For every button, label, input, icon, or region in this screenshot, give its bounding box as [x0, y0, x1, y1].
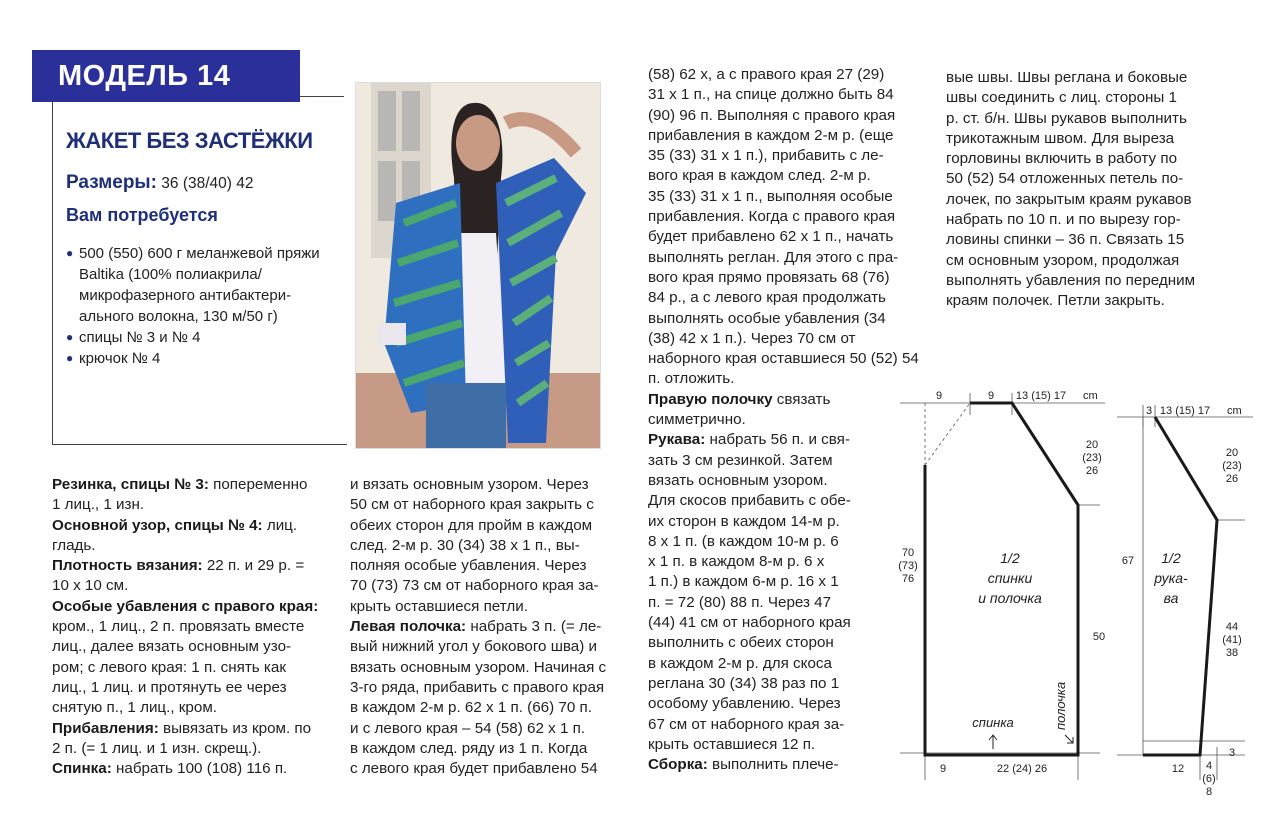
line-text: 1 лиц., 1 изн. [52, 496, 145, 514]
sleeve-right-upper-dim-2: (23) [1222, 460, 1242, 472]
text-line [648, 471, 919, 491]
text-line [52, 617, 318, 637]
line-text: набрать по 10 п. и по вырезу гор- [946, 211, 1181, 229]
body-center-label-1: 1/2 [1000, 550, 1020, 566]
text-line [350, 678, 606, 698]
line-text: см основным узором, продолжая [946, 251, 1180, 269]
text-line [648, 613, 919, 633]
text-column-1 [52, 475, 318, 779]
text-line [52, 556, 318, 576]
line-text: п. = 72 (80) 88 п. Через 47 [648, 593, 832, 611]
arrow-diag-icon [1065, 735, 1073, 743]
text-line [648, 227, 919, 247]
text-line [52, 536, 318, 556]
text-line [946, 271, 1195, 291]
text-line [350, 536, 606, 556]
line-text: набрать 56 п. и свя- [705, 431, 850, 449]
line-text: 8 х 1 п. (в каждом 10-м р. 6 [648, 532, 839, 550]
text-line [350, 759, 606, 779]
bold-lead: Основной узор, спицы № 4: [52, 516, 263, 534]
text-column-4 [946, 68, 1195, 312]
sleeve-bottom-left-dim: 12 [1171, 763, 1185, 775]
material-item: ● 500 (550) 600 г меланжевой пряжи Baltika (100% полиакрила/ микрофазерного антибактери- ального волокна, 130 м/50 г) [66, 245, 320, 325]
text-line [350, 516, 606, 536]
text-line [350, 658, 606, 678]
body-unit: cm [1083, 390, 1098, 402]
line-text: набрать 3 п. (= ле- [466, 618, 602, 636]
line-text: реглана 30 (34) 38 раз по 1 [648, 674, 840, 692]
line-text: х 1 п. в каждом 8-м р. 6 х [648, 553, 825, 571]
line-text: вый нижний угол у бокового шва) и [350, 638, 598, 656]
line-text: 1 п.) в каждом 6-м р. 16 х 1 [648, 573, 839, 591]
line-text: наборного края оставшиеся 50 (52) 54 [648, 350, 919, 368]
line-text: 50 (52) 54 отложенных петель по- [946, 170, 1184, 188]
material-item: ● крючок № 4 [66, 350, 161, 367]
sleeve-top-left-dim: 3 [1145, 405, 1153, 417]
text-line [648, 207, 919, 227]
line-text: в каждом 2-м р. для скоса [648, 654, 832, 672]
line-text: вые швы. Швы реглана и боковые [946, 69, 1188, 86]
text-line [350, 556, 606, 576]
body-right-upper-dim-3: 26 [1085, 465, 1099, 477]
text-line [648, 126, 919, 146]
body-right-upper-dim-1: 20 [1085, 439, 1099, 451]
text-line [946, 291, 1195, 311]
body-center-label-3: и полочка [978, 590, 1042, 606]
text-line [350, 698, 606, 718]
sleeve-bottom-right-dim-2: (6) [1202, 773, 1216, 785]
bold-lead: Правую полочку [648, 390, 773, 408]
line-text: снятую п., 1 лиц., кром. [52, 699, 217, 717]
line-text: выполнять реглан. Для этого с пра- [648, 248, 899, 266]
text-line [648, 65, 919, 85]
line-text: полняя особые убавления. Через [350, 557, 587, 575]
body-left-dim-2: (73) [898, 560, 918, 572]
line-text: швы соединить с лиц. стороны 1 [946, 89, 1178, 107]
line-text: п. отложить. [648, 370, 735, 388]
text-line [350, 617, 606, 637]
text-line [52, 739, 318, 759]
line-text: выполнять убавления по передним [946, 271, 1196, 289]
text-line [648, 532, 919, 552]
text-line [648, 106, 919, 126]
text-line [946, 149, 1195, 169]
sleeve-diagram [1117, 405, 1253, 798]
line-text: лиц., далее вязать основным узо- [52, 638, 292, 656]
line-text: трикотажным швом. Для выреза [946, 129, 1175, 147]
text-line [350, 475, 606, 495]
arrow-up-icon [989, 735, 997, 749]
text-line [52, 597, 318, 617]
text-line [52, 637, 318, 657]
line-text: будет прибавлено 62 х 1 п., начать [648, 228, 894, 246]
line-text: (90) 96 п. Выполняя с правого края [648, 106, 896, 124]
sizes-label: Размеры: [66, 172, 157, 193]
text-line [946, 230, 1195, 250]
text-line [946, 169, 1195, 189]
materials-heading: Вам потребуется [66, 205, 218, 225]
body-top-left-dim: 9 [935, 390, 943, 402]
text-line [52, 495, 318, 515]
text-line [648, 268, 919, 288]
line-text: их сторон в каждом 14-м р. [648, 512, 840, 530]
sleeve-center-label-2: рука- [1154, 570, 1188, 586]
text-line [946, 109, 1195, 129]
line-text: вязать основным узором. Начиная с [350, 658, 607, 676]
bold-lead: Сборка: [648, 756, 708, 774]
text-line [52, 719, 318, 739]
line-text: выполнить плече- [707, 756, 839, 774]
page-title: ЖАКЕТ БЕЗ ЗАСТЁЖКИ [66, 128, 313, 153]
line-text: крыть оставшиеся 12 п. [648, 735, 816, 753]
text-line [648, 593, 919, 613]
body-top-mid-dim: 9 [987, 390, 995, 402]
body-top-right-dim: 13 (15) 17 [1015, 390, 1067, 402]
text-line [52, 516, 318, 536]
line-text: 2 п. (= 1 лиц. и 1 изн. скрещ.). [52, 739, 262, 757]
line-text: 35 (33) 31 х 1 п.), прибавить с ле- [648, 147, 884, 165]
sleeve-right-mid-dim-2: (41) [1222, 634, 1242, 646]
text-line [648, 430, 919, 450]
bold-lead: Рукава: [648, 431, 706, 449]
sleeve-right-bottom-dim: 3 [1228, 747, 1236, 759]
sleeve-left-dim: 67 [1121, 555, 1135, 567]
line-text: 67 см от наборного края за- [648, 715, 845, 733]
line-text: 31 х 1 п., на спице должно быть 84 [648, 86, 894, 104]
text-line [648, 309, 919, 329]
line-text: крыть оставшиеся петли. [350, 597, 528, 615]
text-line [648, 512, 919, 532]
line-text: кром., 1 лиц., 2 п. провязать вместе [52, 618, 305, 636]
line-text: вывязать из кром. по [158, 719, 312, 737]
sleeve-center-label-3: ва [1163, 590, 1179, 606]
line-text: особому убавлению. Через [648, 695, 841, 713]
line-text: (58) 62 х, а с правого края 27 (29) [648, 66, 885, 83]
text-line [648, 694, 919, 714]
line-text: и с левого края – 54 (58) 62 х 1 п. [350, 719, 586, 737]
text-line [52, 658, 318, 678]
body-diagram [898, 390, 1105, 780]
text-column-2 [350, 475, 606, 779]
line-text: лиц., 1 лиц. и протянуть ее через [52, 678, 287, 696]
bold-lead: Спинка: [52, 760, 112, 778]
text-line [648, 451, 919, 471]
sleeve-right-upper-dim-1: 20 [1225, 447, 1239, 459]
text-line [350, 719, 606, 739]
text-line [648, 552, 919, 572]
line-text: с левого края будет прибавлено 54 [350, 760, 598, 778]
text-line [648, 572, 919, 592]
text-line [946, 251, 1195, 271]
text-line [648, 187, 919, 207]
material-item: ● спицы № 3 и № 4 [66, 329, 201, 346]
text-line [350, 637, 606, 657]
bold-lead: Прибавления: [52, 719, 159, 737]
model-banner: МОДЕЛЬ 14 [32, 50, 300, 102]
text-line [52, 678, 318, 698]
sizes [66, 172, 254, 194]
line-text: выполнить с обеих сторон [648, 634, 834, 652]
line-text: 84 р., а с левого края продолжать [648, 289, 886, 307]
text-line [648, 674, 919, 694]
bold-lead: Особые убавления с правого края: [52, 597, 319, 615]
sleeve-center-label-1: 1/2 [1161, 550, 1181, 566]
line-text: 35 (33) 31 х 1 п., выполняя особые [648, 187, 893, 205]
line-text: связать [772, 390, 831, 408]
sleeve-right-mid-dim-1: 44 [1225, 621, 1239, 633]
text-line [350, 597, 606, 617]
text-line [350, 739, 606, 759]
text-line [52, 759, 318, 779]
line-text: (44) 41 см от наборного края [648, 614, 851, 632]
sleeve-bottom-right-dim-1: 4 [1205, 760, 1213, 772]
line-text: горловины включить в работу по [946, 150, 1178, 168]
line-text: попеременно [208, 476, 308, 493]
text-line [946, 210, 1195, 230]
model-photo-illustration [356, 83, 600, 448]
body-left-dim-3: 76 [901, 573, 915, 585]
line-text: прибавления в каждом 2-м р. (еще [648, 126, 894, 144]
text-line [946, 68, 1195, 88]
line-text: набрать 100 (108) 116 п. [111, 760, 288, 778]
text-line [946, 190, 1195, 210]
line-text: ловины спинки – 36 п. Связать 15 [946, 231, 1185, 249]
body-right-upper-dim-2: (23) [1082, 452, 1102, 464]
body-bottom-mid-dim: 22 (24) 26 [996, 763, 1048, 775]
text-line [648, 85, 919, 105]
text-line [648, 248, 919, 268]
line-text: зать 3 см резинкой. Затем [648, 451, 833, 469]
header-rule [300, 96, 344, 97]
line-text: 70 (73) 73 см от наборного края за- [350, 577, 599, 595]
bold-lead: Левая полочка: [350, 618, 467, 636]
text-line [52, 475, 318, 495]
bullet-icon: ● [66, 351, 74, 365]
text-line [946, 88, 1195, 108]
line-text: 3-го ряда, прибавить с правого края [350, 678, 605, 696]
text-line [648, 146, 919, 166]
body-bottom-left-dim: 9 [939, 763, 947, 775]
line-text: гладь. [52, 536, 96, 554]
pattern-diagrams [895, 375, 1286, 805]
text-line [648, 390, 919, 410]
text-line [946, 129, 1195, 149]
text-line [648, 491, 919, 511]
model-photo [355, 82, 601, 449]
body-left-dim-1: 70 [901, 547, 915, 559]
text-line [648, 288, 919, 308]
line-text: и вязать основным узором. Через [350, 476, 589, 493]
bullet-icon: ● [66, 330, 74, 344]
text-line [350, 576, 606, 596]
sleeve-right-upper-dim-3: 26 [1225, 473, 1239, 485]
bullet-icon: ● [66, 246, 74, 260]
line-text: в каждом след. ряду из 1 п. Когда [350, 739, 588, 757]
line-text: выполнять особые убавления (34 [648, 309, 886, 327]
text-line [648, 715, 919, 735]
line-text: краям полочек. Петли закрыть. [946, 292, 1165, 310]
line-text: ром; с левого края: 1 п. снять как [52, 658, 287, 676]
sleeve-right-mid-dim-3: 38 [1225, 647, 1239, 659]
line-text: симметрично. [648, 411, 746, 429]
label-spinka: спинка [972, 715, 1014, 730]
text-line [648, 369, 919, 389]
line-text: 22 п. и 29 р. = [202, 557, 305, 575]
text-line [52, 576, 318, 596]
line-text: лиц. [262, 516, 298, 534]
sleeve-unit: cm [1227, 405, 1242, 417]
sizes-value: 36 (38/40) 42 [161, 175, 254, 192]
text-line [648, 654, 919, 674]
body-center-label-2: спинки [987, 570, 1033, 586]
materials-list [66, 243, 346, 369]
line-text: след. 2-м р. 30 (34) 38 х 1 п., вы- [350, 536, 580, 554]
text-line [648, 633, 919, 653]
line-text: 10 х 10 см. [52, 577, 129, 595]
text-line [648, 329, 919, 349]
bold-lead: Резинка, спицы № 3: [52, 476, 209, 493]
line-text: лочек, по закрытым краям рукавов [946, 190, 1192, 208]
line-text: в каждом 2-м р. 62 х 1 п. (66) 70 п. [350, 699, 592, 717]
line-text: обеих сторон для пройм в каждом [350, 516, 593, 534]
body-right-lower-dim: 50 [1092, 631, 1106, 643]
sleeve-top-right-dim: 13 (15) 17 [1159, 405, 1211, 417]
label-polochka: полочка [1053, 681, 1068, 730]
sleeve-bottom-right-dim-3: 8 [1205, 786, 1213, 798]
text-line [648, 735, 919, 755]
line-text: р. ст. б/н. Швы рукавов выполнить [946, 109, 1187, 127]
bold-lead: Плотность вязания: [52, 557, 203, 575]
text-line [648, 166, 919, 186]
text-column-3 [648, 65, 919, 775]
text-line [648, 349, 919, 369]
text-line [648, 755, 919, 775]
text-line [52, 698, 318, 718]
line-text: вязать основным узором. [648, 471, 828, 489]
line-text: Для скосов прибавить с обе- [648, 492, 851, 510]
line-text: прибавления. Когда с правого края [648, 208, 896, 226]
line-text: (38) 42 х 1 п.). Через 70 см от [648, 329, 856, 347]
text-line [648, 410, 919, 430]
line-text: 50 см от наборного края закрыть с [350, 496, 594, 514]
line-text: вого края прямо провязать 68 (76) [648, 268, 890, 286]
line-text: вого края в каждом след. 2-м р. [648, 167, 871, 185]
text-line [350, 495, 606, 515]
